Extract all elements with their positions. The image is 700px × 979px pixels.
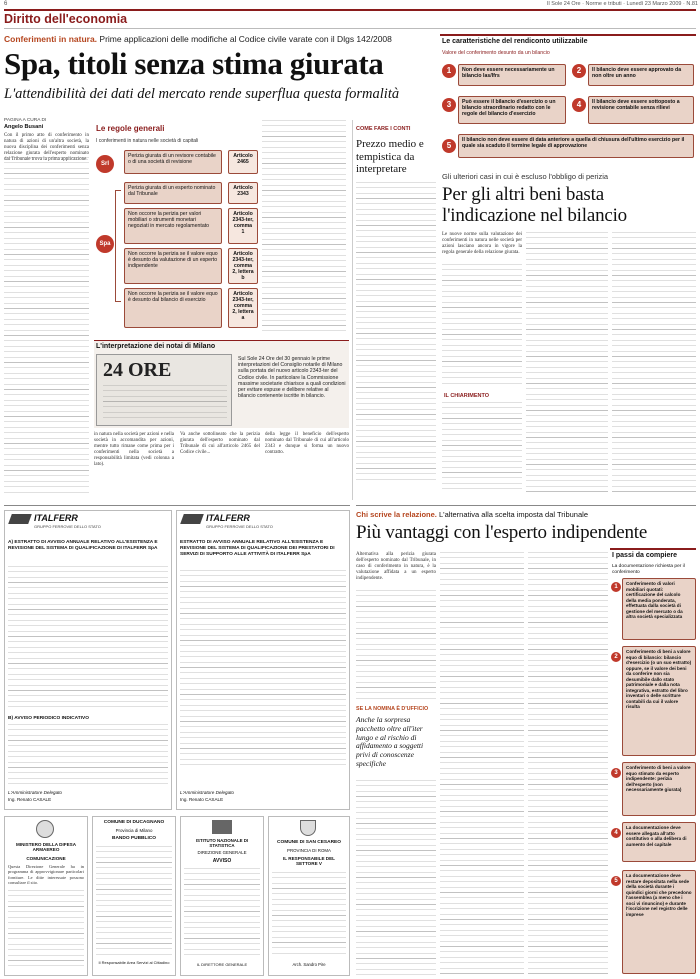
ministry-text: Questa Direzione Generale ha in programma di approvvigionare particolari forniture. Le ditte interessate possono consultare il sito.	[8, 864, 84, 886]
independent-kicker-rest: L'alternativa alla scelta imposta dal Tribunale	[438, 510, 588, 519]
san-cesareo-sign: Arch. Sandro Pire	[292, 962, 326, 967]
san-cesareo-emblem	[300, 820, 316, 836]
char-num-4: 4	[572, 98, 586, 112]
other-goods-col1b	[442, 402, 522, 494]
other-goods-kicker: Gli ulteriori casi in cui è escluso l'obbligo di perizia	[442, 172, 609, 181]
ministry-title: MINISTERO DELLA DIFESA ARMAEREO	[15, 842, 77, 852]
char-num-1: 1	[442, 64, 456, 78]
italferr-logo-2	[180, 514, 204, 524]
independent-col1	[356, 590, 436, 700]
newspaper-logo: 24 ORE	[103, 359, 172, 381]
sidebar-label: COME FARE I CONTI	[356, 126, 411, 132]
char-item-1: Non deve essere necessariamente un bilancio Ias/Ifrs	[458, 64, 566, 86]
spa-rule-3: Non occorre la perizia se il valore equo è desunto da valutazione di un esperto indipendente	[124, 248, 222, 284]
step-num-1: 1	[611, 582, 621, 592]
spa-rule-1: Perizia giurata di un esperto nominato dal Tribunale	[124, 182, 222, 204]
italferr-logo-1	[8, 514, 32, 524]
char-item-5: Il bilancio non deve essere di data anteriore a quella di chiusura dell'ultimo esercizio per il quale sia scaduto il termine legale di approvazione	[458, 134, 694, 158]
italferr-sign-name-2: Ing. Renato CASALE	[180, 797, 224, 802]
article-subtitle: L'attendibilità dei dati del mercato rende superflua questa formalità	[4, 86, 400, 102]
step-num-4: 4	[611, 828, 621, 838]
spa-rule-4: Non occorre la perizia se il valore equo è desunto dal bilancio di esercizio	[124, 288, 222, 328]
san-cesareo-body	[272, 872, 346, 958]
independent-kicker	[356, 510, 696, 519]
italferr-body-1b	[8, 724, 168, 784]
ducagnano-notice: BANDO PUBBLICO	[112, 836, 156, 841]
istat-notice: AVVISO	[212, 858, 232, 864]
srl-label: Srl	[96, 155, 114, 173]
independent-lead: Alternativa alla perizia giurata dell'esperto nominato dal Tribunale, in caso di conferimento in natura, è la valutazione affidata a un esperto indipendente.	[356, 552, 436, 582]
section-title: Diritto dell'economia	[4, 12, 128, 26]
italferr-section-b: B) AVVISO PERIODICO INDICATIVO	[8, 716, 89, 721]
san-cesareo-title: COMUNE DI SAN CESAREO	[277, 840, 341, 845]
section-rule	[4, 28, 696, 29]
italferr-group-2: GRUPPO FERROVIE DELLO STATO	[206, 524, 273, 529]
srl-rule: Perizia giurata di un revisore contabile o di una società di revisione	[124, 150, 222, 174]
characteristics-subtitle: Valore del conferimento desunto da un bilancio	[442, 50, 550, 56]
article-col4-end: della legge il beneficio dell'esperto nominato dal Tribunale di cui all'articolo 2343 e dunque si forma un nuovo contratto.	[265, 432, 349, 456]
header-rule	[4, 9, 696, 11]
spa-article-2: Articolo 2343-ter, comma 1	[228, 208, 258, 244]
byline-label: PAGINA A CURA DI	[4, 118, 47, 123]
sidebar-title: Prezzo medio e tempistica da interpretare	[356, 138, 424, 175]
other-goods-title: Per gli altri beni basta l'indicazione nel bilancio	[442, 184, 627, 226]
independent-title: Più vantaggi con l'esperto indipendente	[356, 522, 648, 543]
istat-body	[184, 868, 260, 958]
italferr-sign-role-1: L'Amministratore Delegato	[8, 790, 62, 795]
rules-box-subtitle: I conferimenti in natura nelle società di capitali	[96, 138, 199, 144]
ministry-body	[8, 890, 84, 970]
date-info: Il Sole 24 Ore · Norme e tributi · Lunedì 23 Marzo 2009 · N.81	[546, 1, 698, 7]
ducagnano-body	[96, 846, 172, 956]
italferr-brand-2: ITALFERR	[206, 513, 250, 523]
char-num-2: 2	[572, 64, 586, 78]
istat-dept: DIREZIONE GENERALE	[197, 850, 247, 855]
san-cesareo-role: IL RESPONSABILE DEL SETTORE V	[283, 856, 335, 866]
istat-logo	[212, 820, 232, 834]
ducagnano-title: COMUNE DI DUCAGNANO	[103, 820, 165, 825]
page-number: 6	[4, 1, 8, 7]
sidebar-section-label: IL CHIARIMENTO	[444, 393, 490, 399]
spa-article-4: Articolo 2343-ter, comma 2, lettera a	[228, 288, 258, 328]
ministry-emblem	[36, 820, 54, 838]
spa-connector	[115, 190, 121, 302]
sidebar-rule	[352, 120, 353, 500]
char-num-5: 5	[442, 139, 456, 153]
steps-subtitle: La documentazione richiesta per il conferimento	[612, 564, 685, 575]
kicker-rest: Prime applicazioni delle modifiche al Codice civile varate con il Dlgs 142/2008	[99, 34, 392, 44]
italferr-title-2: ESTRATTO DI AVVISO ANNUALE RELATIVO ALL'ESISTENZA E REVISIONE DEL SISTEMA DI QUALIFICAZIONE DEI PRESTATORI DI SERVIZI DI SUPPORTO ALLE ATTIVITÀ DI ITALFERR SpA	[180, 540, 335, 557]
article-col2-end: in natura nella società per azioni e nella società in accomandita per azioni, mentre tutto rimane come prima per i conferimenti nella società a responsabilità limitata (vedi colonna a lato).	[94, 432, 174, 468]
ministry-section: COMUNICAZIONE	[26, 856, 66, 861]
step-item-2: Conferimento di beni a valore equo di bilancio: bilancio d'esercizio (o un suo estratto) oppure, se il valore dei beni da conferire non sia desumibile dallo stato patrimoniale e dalla nota integrativa, estratto del libro inventari o delle scritture contabili da cui il valore risulta	[622, 646, 696, 756]
step-num-5: 5	[611, 876, 621, 886]
step-item-3: Conferimento di beni a valore equo stimato da esperto indipendente: perizia dell'esperto (non necessariamente giurata)	[622, 762, 696, 816]
srl-article: Articolo 2465	[228, 150, 258, 174]
char-num-3: 3	[442, 98, 456, 112]
spa-label: Spa	[96, 235, 114, 253]
rules-box-title: Le regole generali	[96, 124, 165, 133]
other-goods-lead: Le nuove norme sulla valutazione dei conferimenti in natura nelle società per azioni lasciano ancora in vigore la regola generale della relazione giurata.	[442, 232, 522, 256]
other-goods-col3	[612, 232, 696, 494]
spa-rule-2: Non occorre la perizia per valori mobiliari o strumenti monetari negoziati in mercato regolamentato	[124, 208, 222, 244]
spa-article-3: Articolo 2343-ter, comma 2, lettera b	[228, 248, 258, 284]
step-num-2: 2	[611, 652, 621, 662]
article-col3-body	[262, 120, 346, 335]
notary-box-title: L'interpretazione dei notai di Milano	[96, 343, 216, 350]
spa-article-1: Articolo 2343	[228, 182, 258, 204]
office-text: Anche la sorpresa pacchetto oltre all'iter lungo e al rischio di affidamento a soggetti privi di conoscenze specifiche	[356, 715, 424, 768]
other-goods-col1	[442, 264, 522, 386]
italferr-sign-name-1: Ing. Renato CASALE	[8, 797, 52, 802]
step-item-4: La documentazione deve essere allegata all'atto costitutivo o alla delibera di aumento del capitale	[622, 822, 696, 862]
notary-box-text: Sul Sole 24 Ore del 30 gennaio le prime interpretazioni del Consiglio notarile di Milano sulla portata del nuovo articolo 2343-ter del Codice civile. In particolare la Commissione massime societarie chiarisce a quali condizioni per evitare espuse e delibere relative al bilancio contenente iscritte in bilancio.	[238, 356, 346, 400]
office-label: SE LA NOMINA È D'UFFICIO	[356, 706, 429, 712]
article-kicker	[4, 34, 444, 44]
step-item-5: La documentazione deve restare depositata nella sede della società durante i quindici giorni che precedono l'assemblea (a meno che i soci vi rinuncino) e durante l'iscrizione nel registro delle imprese	[622, 870, 696, 974]
steps-title: I passi da compiere	[612, 552, 677, 559]
istat-sign: IL DIRETTORE GENERALE	[196, 962, 248, 967]
char-item-3: Può essere il bilancio d'esercizio o un bilancio straordinario redatto con le regole del bilancio d'esercizio	[458, 96, 566, 124]
italferr-title-1: A) ESTRATTO DI AVVISO ANNUALE RELATIVO ALL'ESISTENZA E REVISIONE DEL SISTEMA DI QUALIFICAZIONE DI ITALFERR SpA	[8, 540, 158, 551]
san-cesareo-subtitle: PROVINCIA DI ROMA	[287, 848, 331, 853]
step-num-3: 3	[611, 768, 621, 778]
ads-divider	[4, 505, 350, 506]
newspaper-lines	[103, 385, 227, 423]
independent-rule	[356, 505, 696, 506]
article-title: Spa, titoli senza stima giurata	[4, 46, 384, 81]
article-lead-text: Con il primo atto di conferimento in natura di azioni di un'altra società, la nuova disciplina dei conferimenti senza relazione giurata dell'esperto nominato dal Tribunale trova la prima applicazione.	[4, 133, 89, 162]
italferr-brand-1: ITALFERR	[34, 513, 78, 523]
independent-col1b	[356, 780, 436, 975]
istat-name: ISTITUTO NAZIONALE DI STATISTICA	[195, 838, 249, 848]
independent-col3	[528, 552, 608, 975]
newspaper-image	[96, 354, 232, 426]
ducagnano-sign: Il Responsabile Area Servizi al Cittadino	[98, 960, 170, 965]
italferr-sign-role-2: L'Amministratore Delegato	[180, 790, 234, 795]
other-goods-col2	[526, 232, 608, 494]
char-item-2: Il bilancio deve essere approvato da non oltre un anno	[588, 64, 694, 86]
ducagnano-subtitle: Provincia di Milano	[115, 828, 153, 833]
sidebar-body	[356, 182, 436, 482]
kicker-lead: Conferimenti in natura.	[4, 34, 98, 44]
italferr-body-2	[180, 570, 346, 770]
article-col3-end: Va anche sottolineato che la perizia giurata dell'esperto nominato dal Tribunale di cui all'articolo 2465 del Codice civile...	[180, 432, 260, 456]
byline-author: Angelo Busani	[4, 124, 44, 130]
char-item-4: Il bilancio deve essere sottoposto a revisione contabile senza rilievi	[588, 96, 694, 124]
characteristics-title: Le caratteristiche del rendiconto utilizzabile	[442, 38, 588, 45]
independent-kicker-lead: Chi scrive la relazione.	[356, 510, 437, 519]
step-item-1: Conferimento di valori mobiliari quotati: certificazione del calcolo della media ponderata, effettuata dalla società di gestione del mercato o da altra società specializzata	[622, 578, 696, 640]
article-col1-body	[4, 157, 89, 497]
italferr-group-1: GRUPPO FERROVIE DELLO STATO	[34, 524, 101, 529]
independent-col2	[440, 552, 524, 975]
italferr-body-1	[8, 566, 168, 712]
